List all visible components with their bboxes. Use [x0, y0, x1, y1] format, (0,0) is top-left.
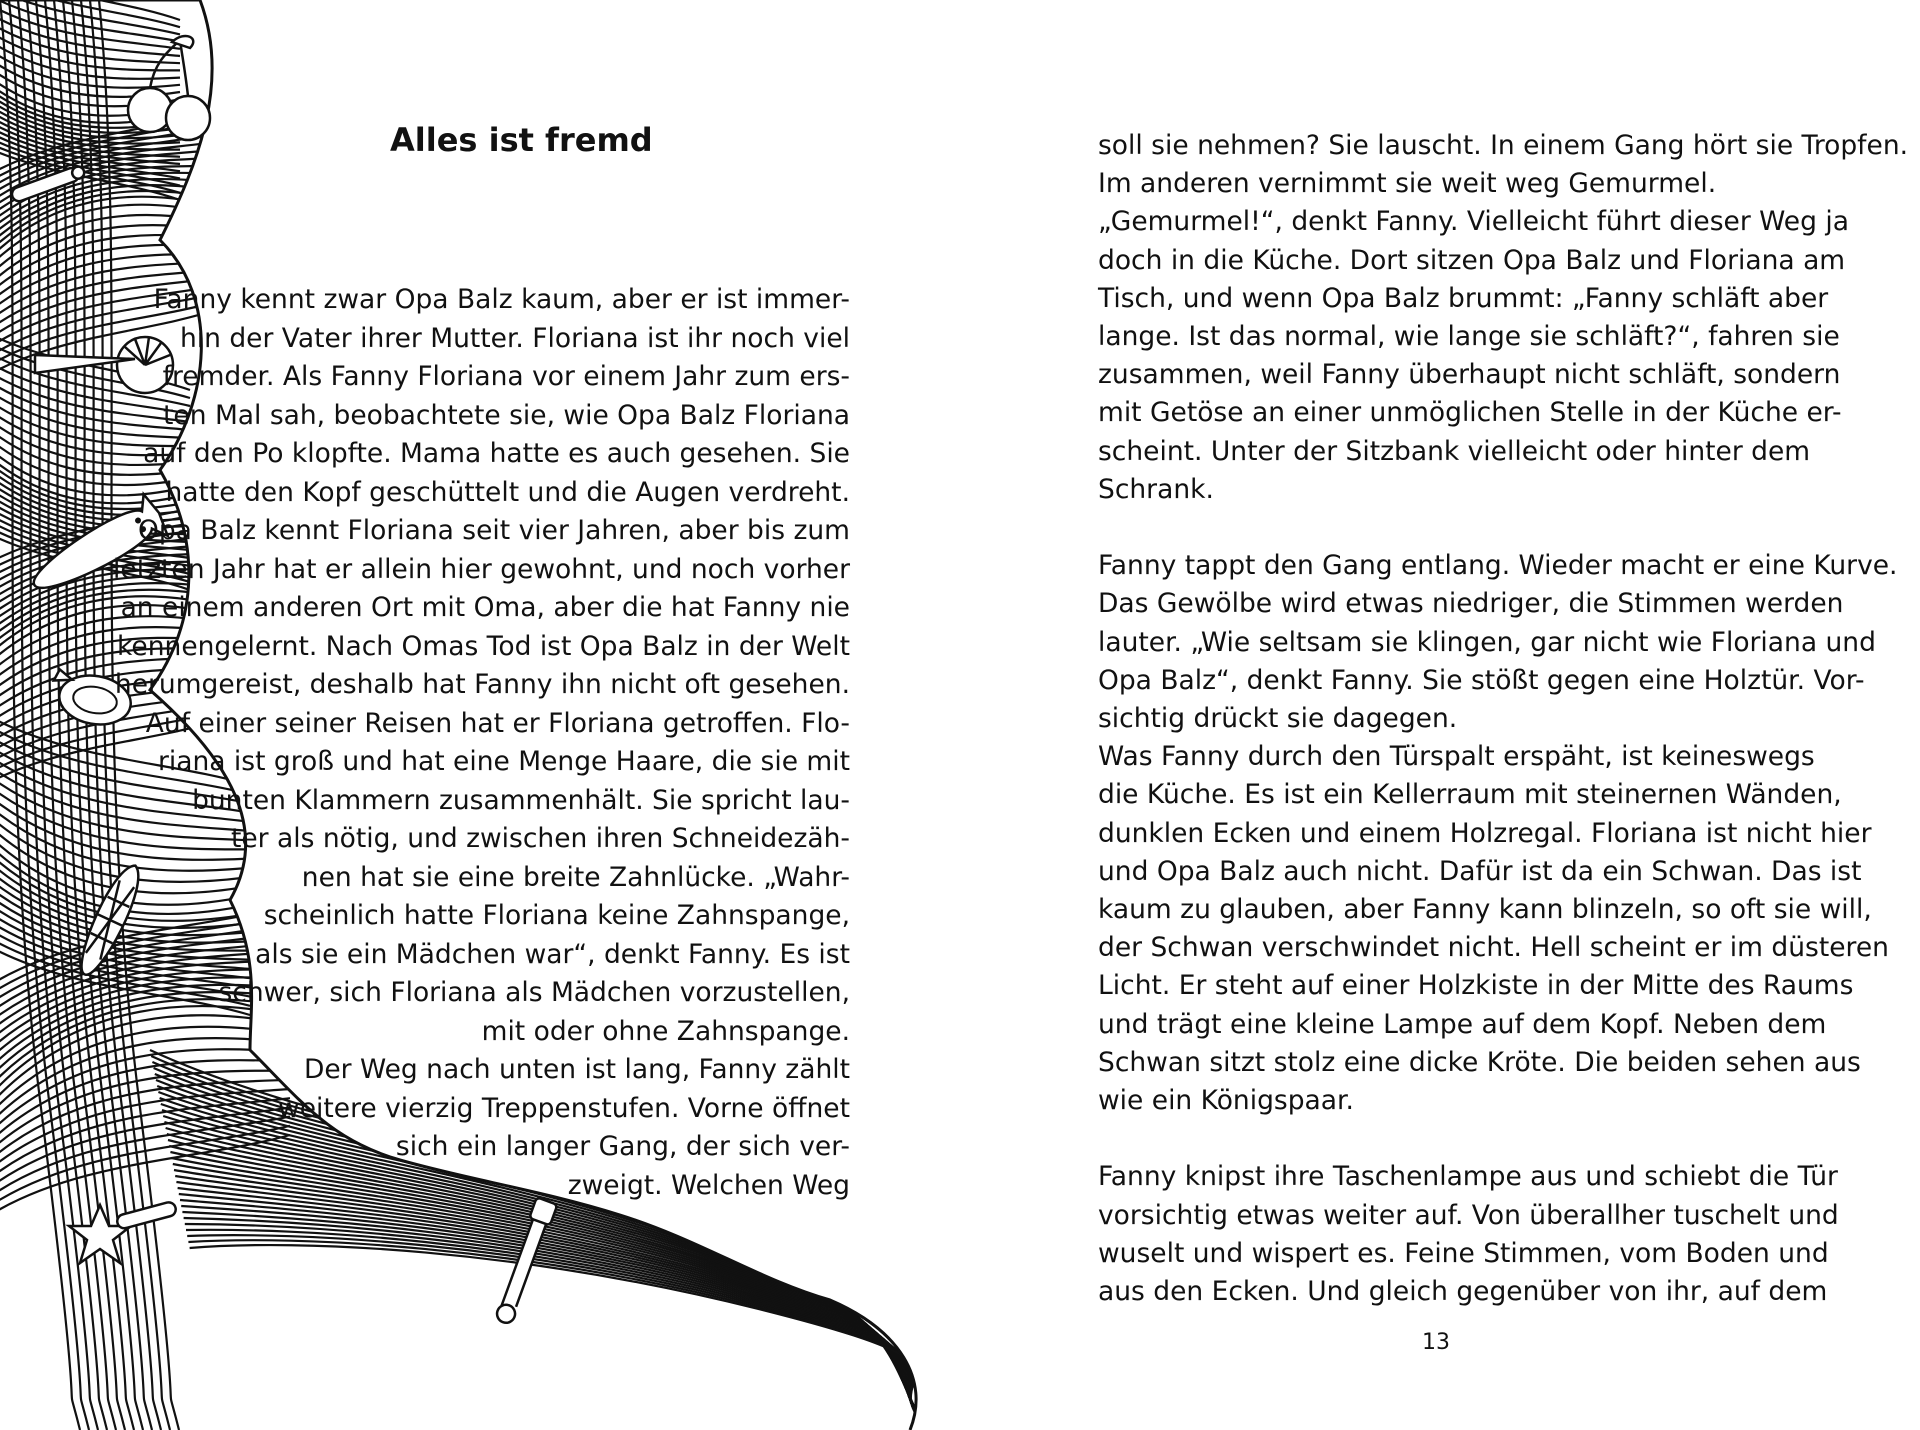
left-text-line: scheinlich hatte Floriana keine Zahnspange,: [263, 900, 850, 931]
right-text-line: scheint. Unter der Sitzbank vielleicht oder hinter dem: [1098, 435, 1811, 467]
right-text-line: und Opa Balz auch nicht. Dafür ist da ein Schwan. Das ist: [1098, 855, 1862, 887]
right-text-line: aus den Ecken. Und gleich gegenüber von ihr, auf dem: [1098, 1276, 1828, 1307]
left-text-line: auf den Po klopfte. Mama hatte es auch gesehen. Sie: [143, 438, 850, 469]
left-text-line: nen hat sie eine breite Zahnlücke. „Wahr-: [301, 861, 850, 893]
page-number: 13: [1422, 1330, 1450, 1355]
right-text-line: mit Getöse an einer unmöglichen Stelle in der Küche er-: [1098, 397, 1842, 429]
left-text-line: zweigt. Welchen Weg: [567, 1169, 850, 1201]
right-text-line: die Küche. Es ist ein Kellerraum mit steinernen Wänden,: [1098, 779, 1842, 811]
right-text-line: wie ein Königspaar.: [1098, 1085, 1354, 1116]
right-text-line: Im anderen vernimmt sie weit weg Gemurmel.: [1098, 168, 1717, 200]
left-text-line: herumgereist, deshalb hat Fanny ihn nicht oft gesehen.: [114, 669, 850, 700]
left-text-line: mit oder ohne Zahnspange.: [481, 1015, 850, 1047]
right-text-line: dunklen Ecken und einem Holzregal. Floriana ist nicht hier: [1098, 817, 1872, 849]
right-text-line: Opa Balz“, denkt Fanny. Sie stößt gegen eine Holztür. Vor-: [1098, 664, 1865, 696]
left-text-line: hin der Vater ihrer Mutter. Floriana ist ihr noch viel: [179, 322, 850, 354]
right-text-line: lauter. „Wie seltsam sie klingen, gar nicht wie Floriana und: [1098, 626, 1876, 658]
left-text-line: kennengelernt. Nach Omas Tod ist Opa Balz in der Welt: [117, 630, 850, 662]
right-text-line: Tisch, und wenn Opa Balz brummt: „Fanny schläft aber: [1098, 282, 1829, 314]
left-text-line: ten Mal sah, beobachtete sie, wie Opa Balz Floriana: [163, 399, 850, 431]
right-text-line: Fanny tappt den Gang entlang. Wieder macht er eine Kurve.: [1098, 550, 1898, 582]
right-text-line: lange. Ist das normal, wie lange sie schläft?“, fahren sie: [1098, 321, 1840, 352]
left-text-line: Der Weg nach unten ist lang, Fanny zählt: [303, 1054, 850, 1085]
right-text-line: Schrank.: [1098, 473, 1214, 505]
right-text-line: zusammen, weil Fanny überhaupt nicht schläft, sondern: [1098, 359, 1841, 391]
right-text-line: Schwan sitzt stolz eine dicke Kröte. Die beiden sehen aus: [1098, 1046, 1861, 1078]
chapter-title: Alles ist fremd: [390, 121, 653, 159]
right-text-line: Licht. Er steht auf einer Holzkiste in der Mitte des Raums: [1098, 970, 1854, 1002]
left-text-line: Auf einer seiner Reisen hat er Floriana getroffen. Flo-: [145, 707, 850, 739]
right-text-line: doch in die Küche. Dort sitzen Opa Balz und Floriana am: [1098, 244, 1846, 276]
right-text-line: kaum zu glauben, aber Fanny kann blinzeln, so oft sie will,: [1098, 894, 1872, 925]
right-text-line: vorsichtig etwas weiter auf. Von überallher tuschelt und: [1098, 1199, 1839, 1231]
left-text-line: an einem anderen Ort mit Oma, aber die hat Fanny nie: [120, 592, 850, 623]
left-text-line: sich ein langer Gang, der sich ver-: [395, 1131, 850, 1162]
right-text-line: wuselt und wispert es. Feine Stimmen, vom Boden und: [1098, 1237, 1829, 1269]
right-text-line: soll sie nehmen? Sie lauscht. In einem Gang hört sie Tropfen.: [1098, 130, 1909, 161]
left-text-line: hatte den Kopf geschüttelt und die Augen verdreht.: [165, 476, 850, 508]
right-text-line: „Gemurmel!“, denkt Fanny. Vielleicht führt dieser Weg ja: [1098, 206, 1849, 238]
left-text-line: ter als nötig, und zwischen ihren Schneidezäh-: [230, 823, 850, 854]
right-text-line: Das Gewölbe wird etwas niedriger, die Stimmen werden: [1098, 588, 1844, 620]
right-text-line: sichtig drückt sie dagegen.: [1098, 703, 1458, 734]
right-text-line: und trägt eine kleine Lampe auf dem Kopf. Neben dem: [1098, 1008, 1827, 1040]
left-text-line: letzten Jahr hat er allein hier gewohnt, und noch vorher: [113, 553, 850, 585]
left-text-line: bunten Klammern zusammenhält. Sie spricht lau-: [192, 784, 850, 816]
left-text-line: Fanny kennt zwar Opa Balz kaum, aber er ist immer-: [153, 284, 850, 315]
right-text-line: Was Fanny durch den Türspalt erspäht, ist keineswegs: [1098, 741, 1815, 773]
right-text-line: Fanny knipst ihre Taschenlampe aus und schiebt die Tür: [1098, 1161, 1838, 1193]
left-text-line: weitere vierzig Treppenstufen. Vorne öffnet: [278, 1092, 850, 1124]
right-text-line: der Schwan verschwindet nicht. Hell scheint er im düsteren: [1098, 932, 1889, 964]
left-text-line: fremder. Als Fanny Floriana vor einem Jahr zum ers-: [162, 361, 850, 392]
left-text-line: schwer, sich Floriana als Mädchen vorzustellen,: [218, 977, 850, 1008]
left-text-line: Opa Balz kennt Floriana seit vier Jahren, aber bis zum: [137, 515, 850, 546]
left-text-line: riana ist groß und hat eine Menge Haare, die sie mit: [157, 746, 850, 777]
left-text-line: als sie ein Mädchen war“, denkt Fanny. Es ist: [255, 938, 850, 970]
